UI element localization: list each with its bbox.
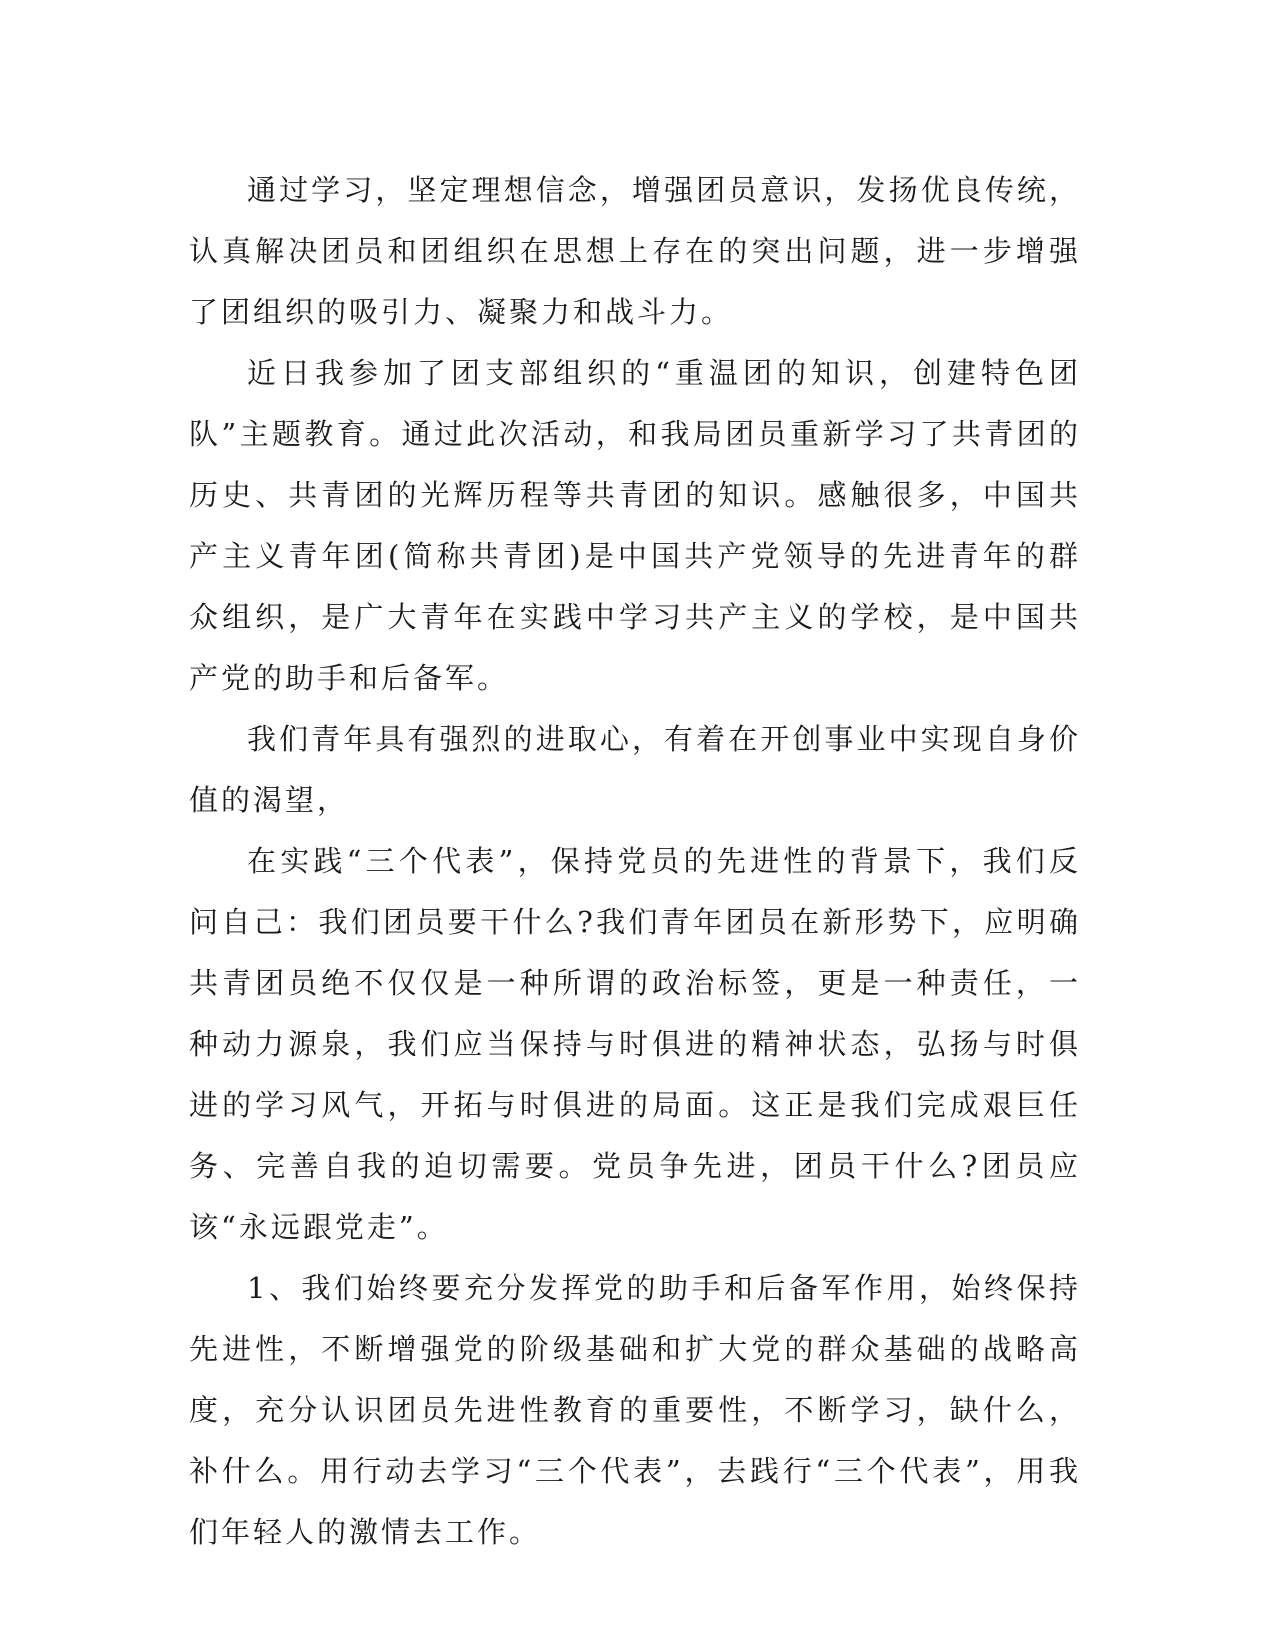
paragraph-1: 通过学习，坚定理想信念，增强团员意识，发扬优良传统，认真解决团员和团组织在思想上存在的突出问题，进一步增强了团组织的吸引力、凝聚力和战斗力。 [189, 173, 1081, 329]
document-body [189, 160, 1081, 1563]
paragraph-3: 我们青年具有强烈的进取心，有着在开创事业中实现自身价值的渴望， [189, 722, 1081, 817]
paragraph-2: 近日我参加了团支部组织的“重温团的知识，创建特色团队”主题教育。通过此次活动，和我局团员重新学习了共青团的历史、共青团的光辉历程等共青团的知识。感触很多，中国共产主义青年团(简称共青团)是中国共产党领导的先进青年的群众组织，是广大青年在实践中学习共产主义的学校，是中国共产党的助手和后备军。 [189, 356, 1081, 695]
paragraph-4: 在实践“三个代表”，保持党员的先进性的背景下，我们反问自己：我们团员要干什么?我们青年团员在新形势下，应明确共青团员绝不仅仅是一种所谓的政治标签，更是一种责任，一种动力源泉，我们应当保持与时俱进的精神状态，弘扬与时俱进的学习风气，开拓与时俱进的局面。这正是我们完成艰巨任务、完善自我的迫切需要。党员争先进，团员干什么?团员应该“永远跟党走”。 [189, 844, 1081, 1244]
paragraph-5: 1、我们始终要充分发挥党的助手和后备军作用，始终保持先进性，不断增强党的阶级基础和扩大党的群众基础的战略高度，充分认识团员先进性教育的重要性，不断学习，缺什么，补什么。用行动去学习“三个代表”，去践行“三个代表”，用我们年轻人的激情去工作。 [189, 1271, 1081, 1549]
